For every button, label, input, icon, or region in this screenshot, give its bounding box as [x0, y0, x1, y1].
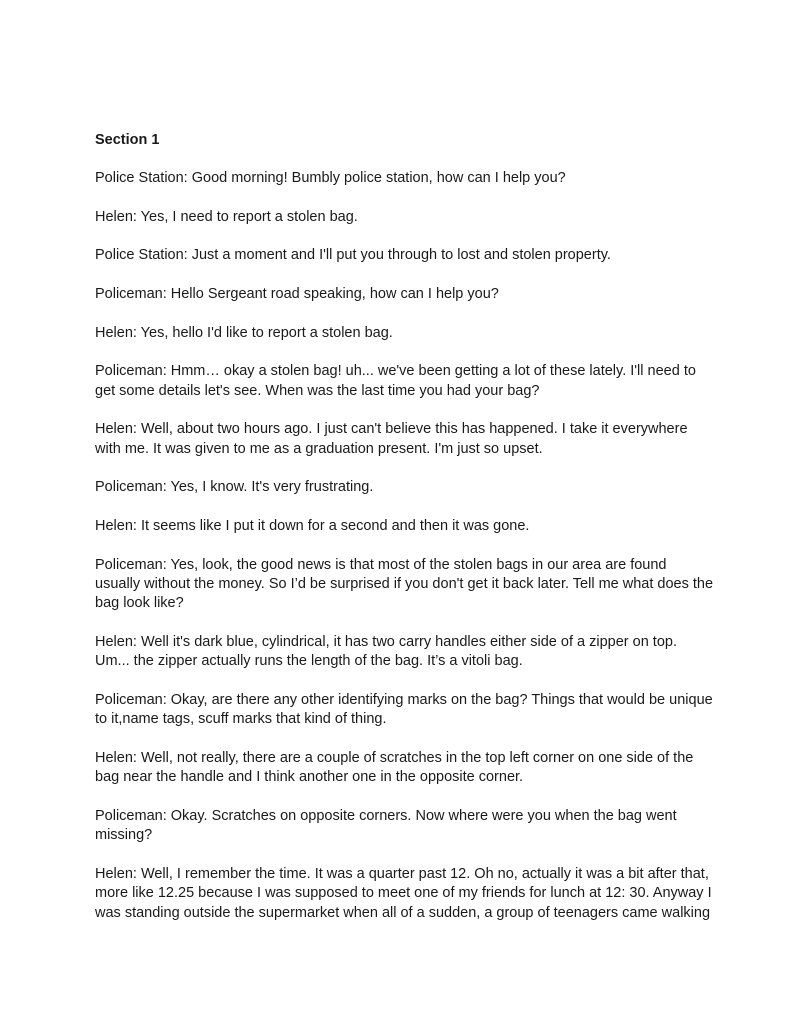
paragraph-policeman-marks: Policeman: Okay, are there any other identifying marks on the bag? Things that would be unique to it,name tags, scuff marks that kind of thing. — [95, 692, 713, 728]
paragraph-policeman-location: Policeman: Okay. Scratches on opposite corners. Now where were you when the bag went missing? — [95, 808, 677, 844]
paragraph-helen-scratches: Helen: Well, not really, there are a couple of scratches in the top left corner on one side of the bag near the handle and I think another one in the opposite corner. — [95, 750, 694, 786]
paragraph-policeman-details: Policeman: Hmm… okay a stolen bag! uh... we've been getting a lot of these lately. I'll need to get some details let's see. When was the last time you had your bag? — [95, 363, 696, 399]
paragraph-helen-description: Helen: Well it's dark blue, cylindrical, it has two carry handles either side of a zipper on top. Um... the zipper actually runs the length of the bag. It’s a vitoli bag. — [95, 634, 677, 670]
paragraph-policeman-good-news: Policeman: Yes, look, the good news is that most of the stolen bags in our area are found usually without the money. So I’d be surprised if you don't get it back later. Tell me what does the bag look like? — [95, 556, 714, 612]
paragraph-helen-report: Helen: Yes, I need to report a stolen bag. — [95, 208, 358, 225]
paragraph-police-station-greeting: Police Station: Good morning! Bumbly police station, how can I help you? — [95, 170, 566, 186]
section-title: Section 1 — [95, 132, 160, 148]
paragraph-helen-time: Helen: Well, I remember the time. It was a quarter past 12. Oh no, actually it was a bit after that, more like 12.25 because I was supposed to meet one of my friends for lunch at 12: 30. Anyway I was standing outside the supermarket when all of a sudden, a group of teenagers came walking — [95, 866, 712, 921]
document-page — [95, 131, 715, 923]
paragraph-policeman-greeting: Policeman: Hello Sergeant road speaking, how can I help you? — [95, 286, 499, 303]
paragraph-helen-two-hours: Helen: Well, about two hours ago. I just can't believe this has happened. I take it everywhere with me. It was given to me as a graduation present. I'm just so upset. — [95, 421, 688, 457]
paragraph-police-station-transfer: Police Station: Just a moment and I'll put you through to lost and stolen property. — [95, 247, 611, 264]
paragraph-helen-gone: Helen: It seems like I put it down for a second and then it was gone. — [95, 518, 530, 535]
paragraph-policeman-frustrating: Policeman: Yes, I know. It's very frustrating. — [95, 479, 374, 496]
paragraph-helen-hello: Helen: Yes, hello I'd like to report a stolen bag. — [95, 324, 393, 341]
